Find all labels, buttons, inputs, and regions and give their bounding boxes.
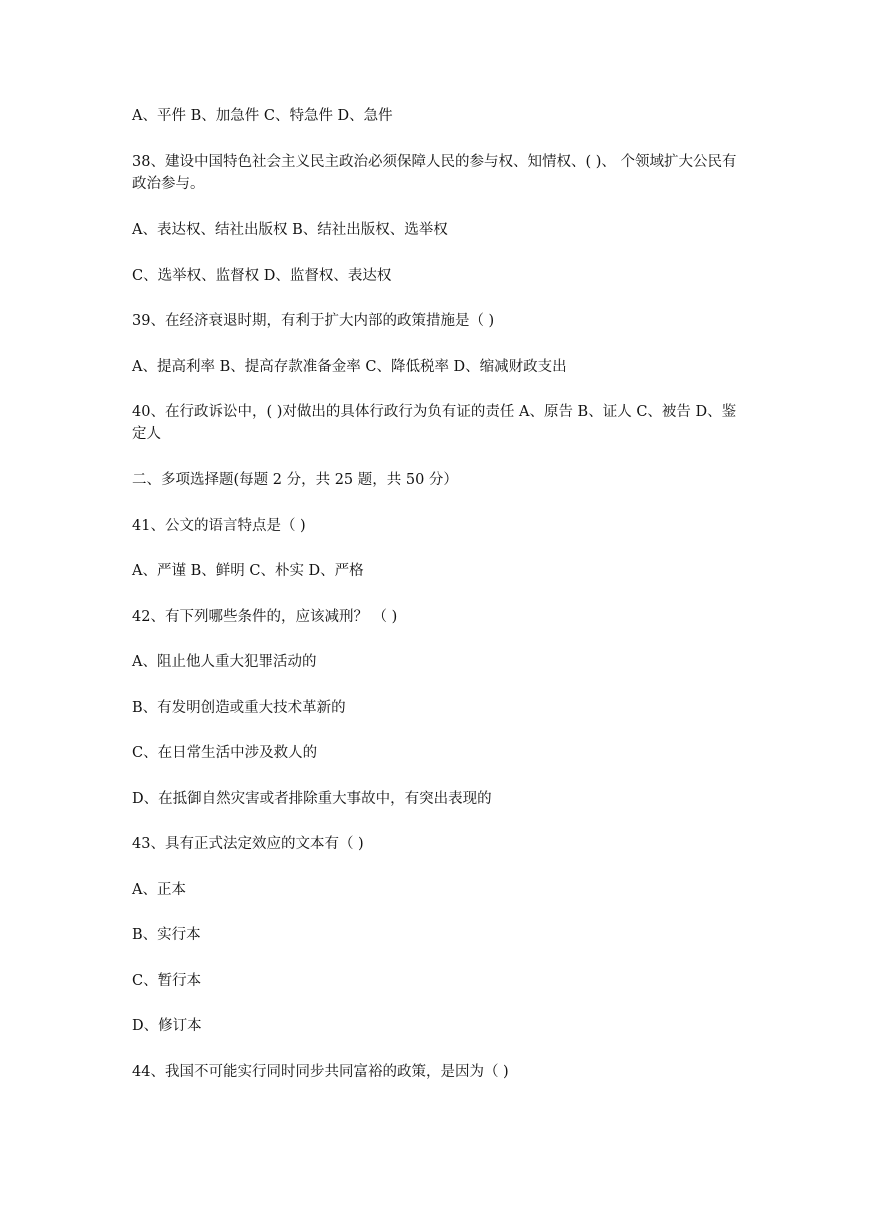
q39-options: A、提高利率 B、提高存款准备金率 C、降低税率 D、缩减财政支出 — [132, 359, 567, 375]
q42-option-c: C、在日常生活中涉及救人的 — [132, 745, 318, 761]
q39-question: 39、在经济衰退时期，有利于扩大内部的政策措施是（ ) — [132, 313, 495, 329]
q44-question: 44、我国不可能实行同时同步共同富裕的政策，是因为（ ) — [132, 1064, 509, 1080]
q37-options: A、平件 B、加急件 C、特急件 D、急件 — [132, 108, 393, 124]
section-heading: 二、多项选择题(每题 2 分，共 25 题，共 50 分） — [132, 472, 458, 488]
q43-option-b: B、实行本 — [132, 927, 201, 943]
q43-option-d: D、修订本 — [132, 1018, 202, 1034]
q41-question: 41、公文的语言特点是（ ) — [132, 518, 306, 534]
q42-option-a: A、阻止他人重大犯罪活动的 — [132, 654, 317, 670]
q42-option-d: D、在抵御自然灾害或者排除重大事故中，有突出表现的 — [132, 791, 492, 807]
q42-option-b: B、有发明创造或重大技术革新的 — [132, 700, 346, 716]
q43-option-c: C、暂行本 — [132, 973, 202, 989]
q38-question: 38、建设中国特色社会主义民主政治必须保障人民的参与权、知情权、( )、 个领域扩大公民有政治参与。 — [132, 154, 737, 192]
q43-question: 43、具有正式法定效应的文本有（ ) — [132, 836, 364, 852]
q43-option-a: A、正本 — [132, 882, 186, 898]
q38-options-cd: C、选举权、监督权 D、监督权、表达权 — [132, 268, 392, 284]
q42-question: 42、有下列哪些条件的，应该减刑？ （ ) — [132, 609, 398, 625]
q38-options-ab: A、表达权、结社出版权 B、结社出版权、选举权 — [132, 222, 448, 238]
q40-question: 40、在行政诉讼中，( )对做出的具体行政行为负有证的责任 A、原告 B、证人 C、被告 D、鉴定人 — [132, 404, 737, 442]
q41-options: A、严谨 B、鲜明 C、朴实 D、严格 — [132, 563, 364, 579]
